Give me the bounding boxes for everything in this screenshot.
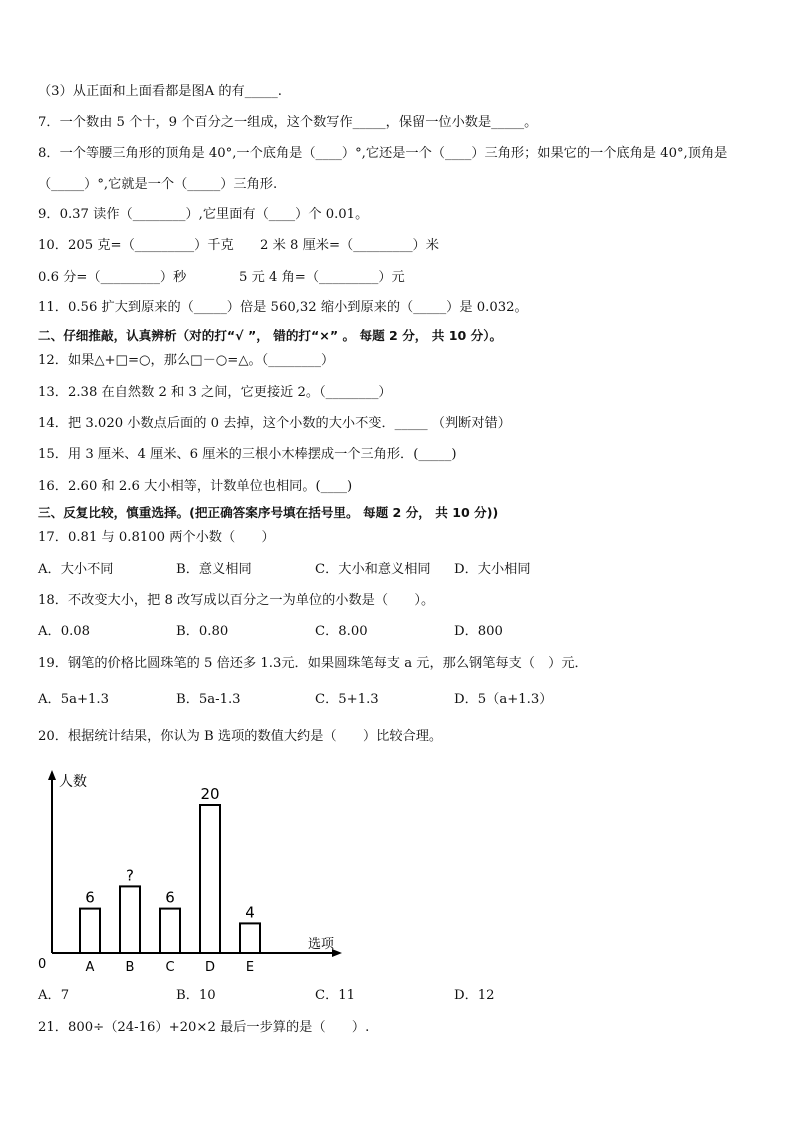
question-10-line-1: 10．205 克=（_________）千克 2 米 8 厘米=（_________）米 bbox=[38, 238, 439, 253]
section-3-heading: 三、反复比较，慎重选择。(把正确答案序号填在括号里。 每题 2 分， 共 10 分)) bbox=[38, 505, 499, 520]
category-label-E: E bbox=[245, 960, 255, 975]
question-21: 21．800÷（24-16）+20×2 最后一步算的是（ ）. bbox=[38, 1020, 370, 1035]
q18-option-c: C．8.00 bbox=[315, 624, 368, 639]
q18-option-b: B．0.80 bbox=[176, 624, 229, 639]
question-19: 19．钢笔的价格比圆珠笔的 5 倍还多 1.3元．如果圆珠笔每支 a 元，那么钢笔每支（ ）元． bbox=[38, 656, 588, 671]
data-label-D: 20 bbox=[200, 785, 220, 803]
question-6-part-3: （3）从正面和上面看都是图A 的有_____. bbox=[38, 84, 282, 99]
question-9: 9．0.37 读作（________）,它里面有（____）个 0.01。 bbox=[38, 207, 369, 222]
q20-option-a: A．7 bbox=[38, 988, 70, 1003]
question-8-line-2: （_____）°,它就是一个（_____）三角形. bbox=[38, 177, 278, 192]
bar-D bbox=[200, 805, 220, 953]
q17-option-a: A．大小不同 bbox=[38, 562, 114, 577]
q18-option-a: A．0.08 bbox=[38, 624, 91, 639]
question-11: 11．0.56 扩大到原来的（_____）倍是 560,32 缩小到原来的（_____）是 0.032。 bbox=[38, 300, 528, 315]
bar-A bbox=[80, 909, 100, 953]
question-16: 16．2.60 和 2.6 大小相等，计数单位也相同。(____) bbox=[38, 479, 353, 494]
question-15: 15．用 3 厘米、4 厘米、6 厘米的三根小木棒摆成一个三角形．(_____) bbox=[38, 447, 457, 462]
data-label-B: ? bbox=[126, 866, 134, 885]
q20-option-b: B．10 bbox=[176, 988, 216, 1003]
question-13: 13．2.38 在自然数 2 和 3 之间，它更接近 2。（________） bbox=[38, 385, 392, 400]
q17-option-c: C．大小和意义相同 bbox=[315, 562, 431, 577]
y-axis-label: 人数 bbox=[59, 774, 87, 790]
question-20: 20．根据统计结果，你认为 B 选项的数值大约是（ ）比较合理。 bbox=[38, 729, 443, 744]
y-axis-arrow bbox=[48, 770, 56, 780]
question-14: 14．把 3.020 小数点后面的 0 去掉，这个小数的大小不变．_____ （判断对错） bbox=[38, 416, 511, 431]
question-12: 12．如果△+□=○，那么□－○=△。（________） bbox=[38, 353, 335, 368]
q19-option-a: A．5a+1.3 bbox=[38, 692, 109, 707]
q19-option-d: D．5（a+1.3） bbox=[454, 692, 553, 707]
category-label-A: A bbox=[85, 960, 95, 975]
data-label-C: 6 bbox=[165, 888, 175, 907]
q20-option-d: D．12 bbox=[454, 988, 495, 1003]
category-label-B: B bbox=[125, 960, 135, 975]
question-8-line-1: 8．一个等腰三角形的顶角是 40°,一个底角是（____）°,它还是一个（____）三角形；如果它的一个底角是 40°,顶角是 bbox=[38, 146, 728, 161]
q19-option-c: C．5+1.3 bbox=[315, 692, 379, 707]
question-18: 18．不改变大小，把 8 改写成以百分之一为单位的小数是（ ）。 bbox=[38, 593, 435, 608]
question-17: 17．0.81 与 0.8100 两个小数（ ） bbox=[38, 530, 275, 545]
data-label-A: 6 bbox=[85, 888, 95, 907]
origin-label: 0 bbox=[38, 957, 47, 972]
bar-chart bbox=[30, 762, 350, 978]
q18-option-d: D．800 bbox=[454, 624, 503, 639]
question-10-line-2: 0.6 分=（_________）秒 5 元 4 角=（_________）元 bbox=[38, 270, 405, 285]
category-label-D: D bbox=[204, 960, 216, 975]
q19-option-b: B．5a-1.3 bbox=[176, 692, 241, 707]
q17-option-d: D．大小相同 bbox=[454, 562, 531, 577]
q20-option-c: C．11 bbox=[315, 988, 356, 1003]
chart-bars bbox=[80, 805, 260, 953]
question-7: 7．一个数由 5 个十，9 个百分之一组成，这个数写作_____，保留一位小数是_____。 bbox=[38, 115, 538, 130]
bar-C bbox=[160, 909, 180, 953]
section-2-heading: 二、仔细推敲，认真辨析（对的打“√ ”， 错的打“×” 。 每题 2 分， 共 10 分）。 bbox=[38, 328, 503, 343]
q17-option-b: B．意义相同 bbox=[176, 562, 252, 577]
data-label-E: 4 bbox=[245, 903, 255, 922]
bar-B bbox=[120, 886, 140, 953]
category-label-C: C bbox=[165, 960, 175, 975]
bar-E bbox=[240, 923, 260, 953]
x-axis-label: 选项 bbox=[308, 937, 335, 952]
